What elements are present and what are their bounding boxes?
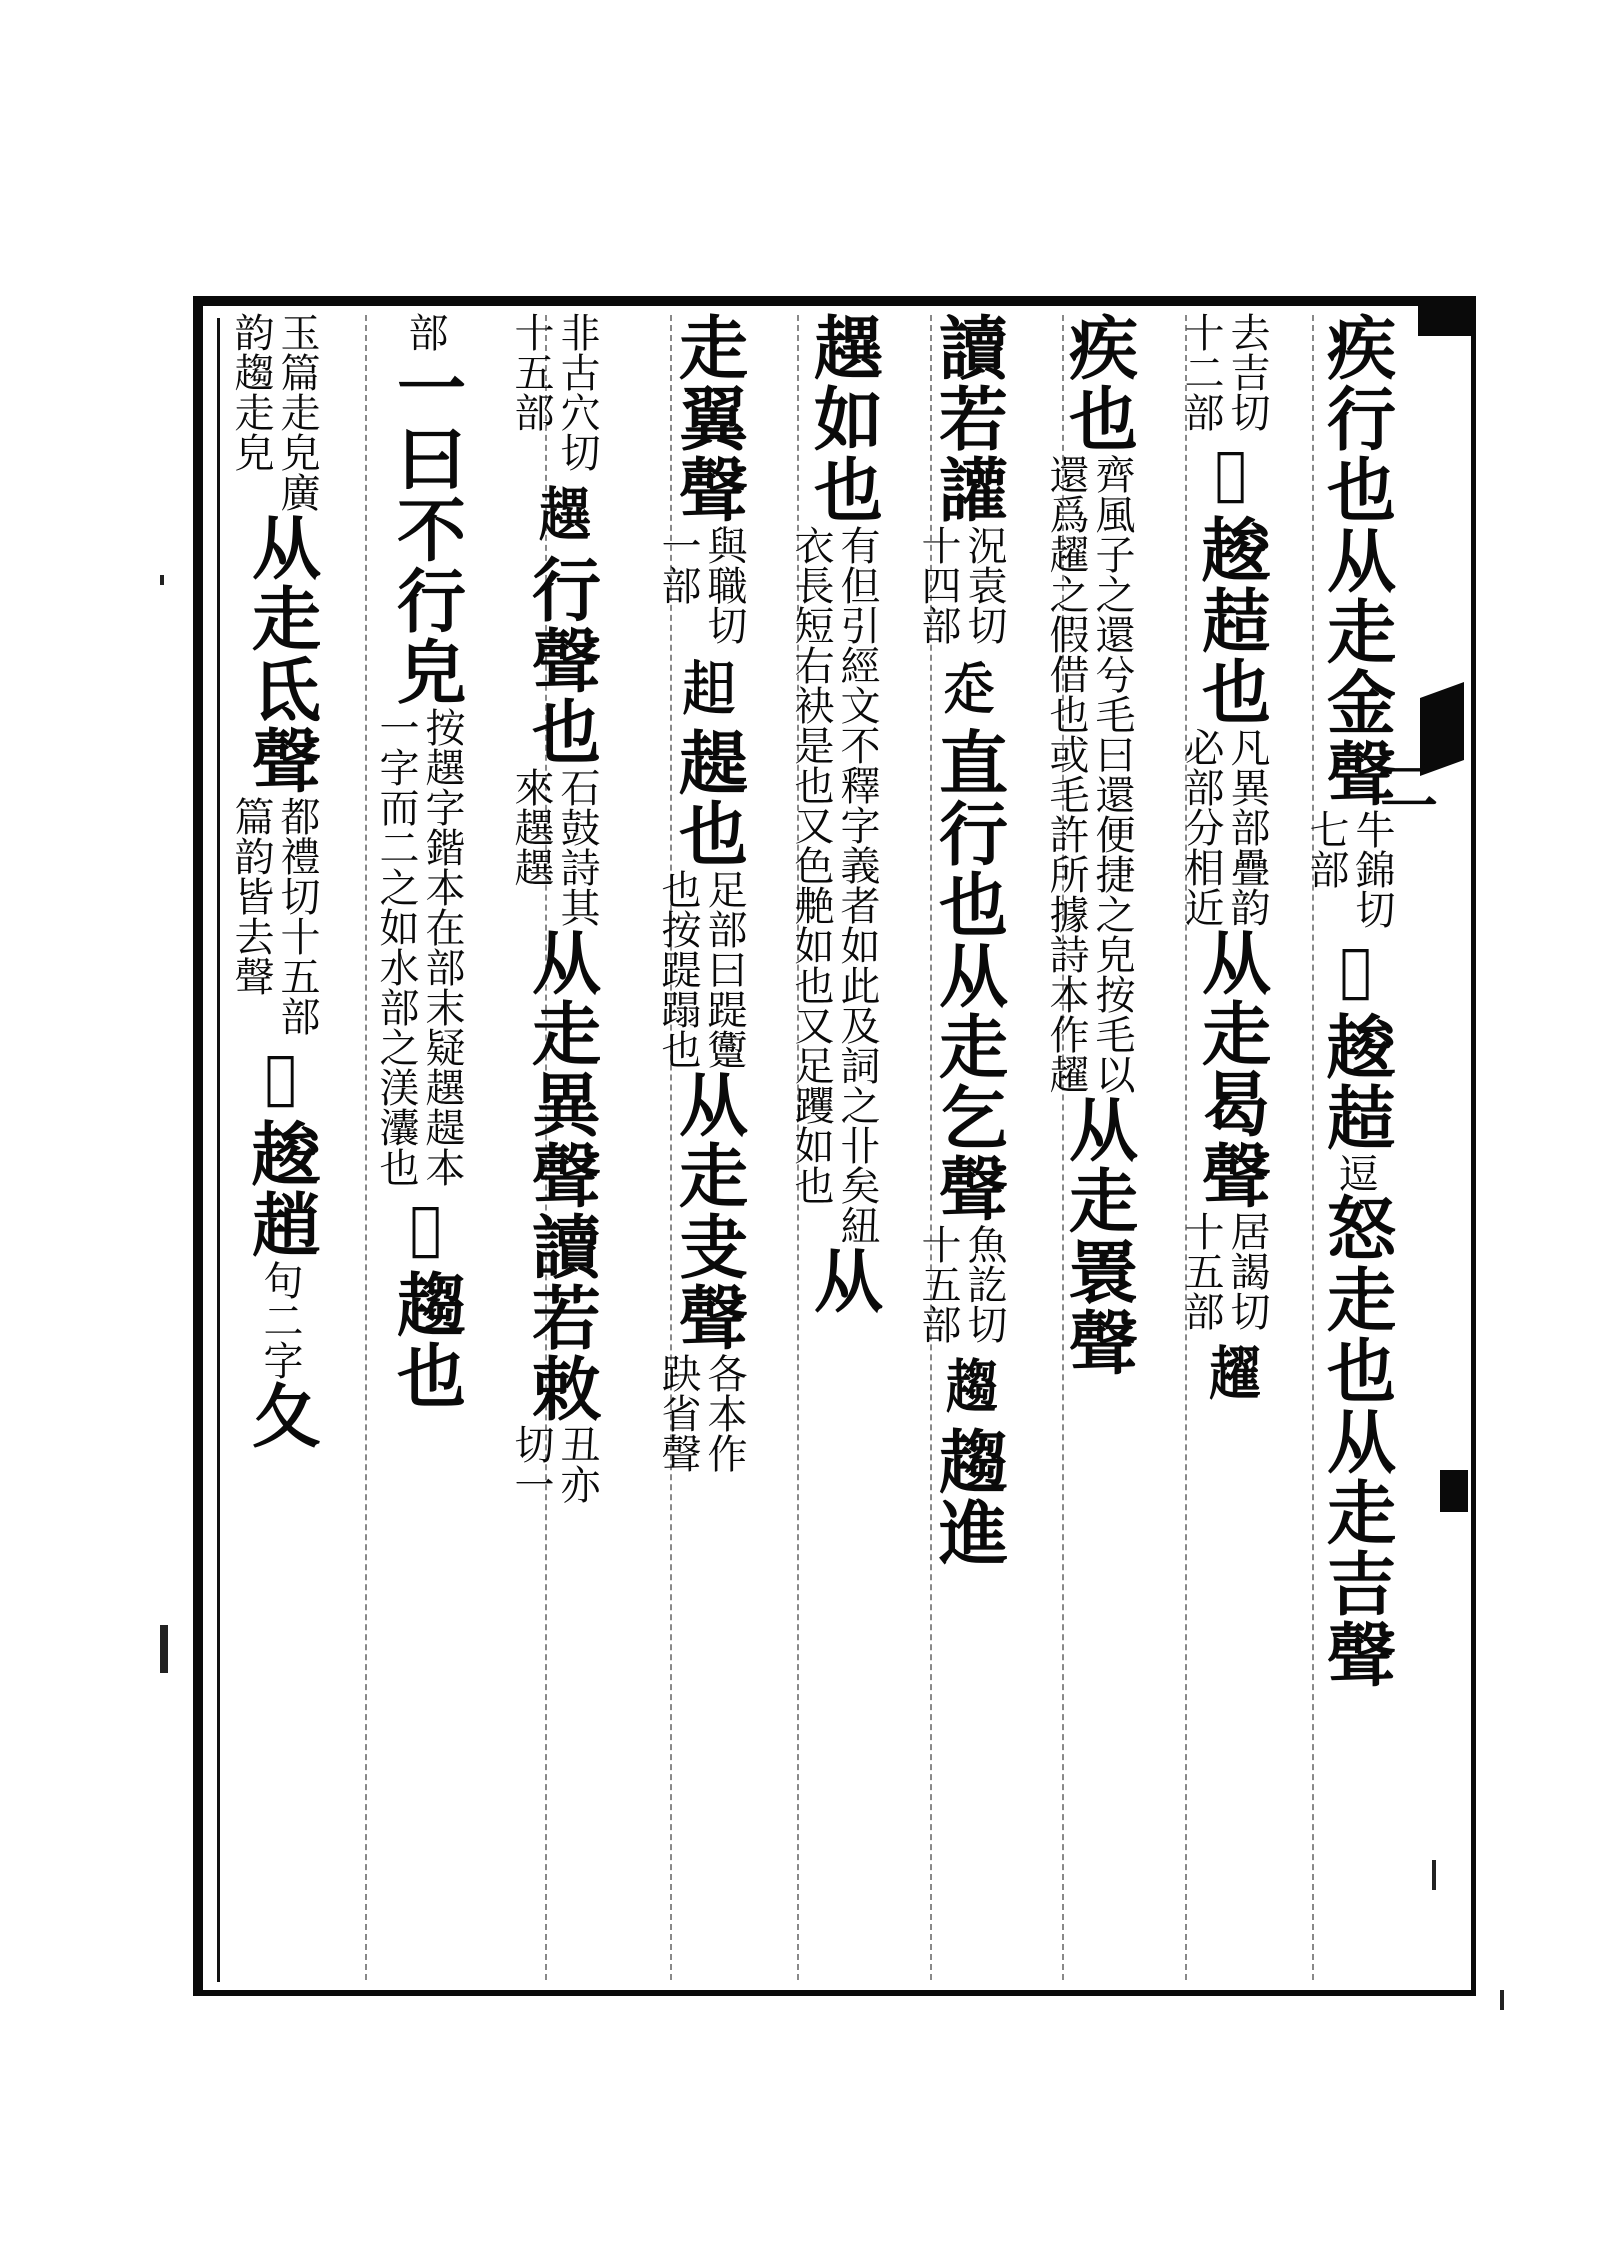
commentary-line: 非古穴切 bbox=[554, 312, 600, 472]
text-column-4 bbox=[912, 312, 1027, 1982]
main-text: 从 bbox=[802, 1245, 883, 1316]
commentary-line: 一部 bbox=[655, 525, 701, 605]
commentary-line: 一字而二之如水部之渼灢也 bbox=[373, 707, 419, 1187]
main-text: 从走曷聲 bbox=[1190, 927, 1271, 1211]
seal-script-glyph: 趨 bbox=[936, 1356, 999, 1414]
main-text: 从走叏聲 bbox=[667, 1069, 748, 1353]
seal-script-glyph: 趩 bbox=[529, 484, 592, 542]
commentary-line: 也按踶蹋也 bbox=[655, 869, 701, 1069]
commentary-line: 齊風子之還兮毛曰還便捷之皃按毛以 bbox=[1089, 454, 1135, 1094]
print-speck bbox=[1500, 1990, 1504, 2010]
commentary-line: 去吉切 bbox=[1224, 312, 1270, 432]
commentary-line: 況袁切 bbox=[961, 525, 1007, 645]
text-column-7 bbox=[505, 312, 620, 1982]
main-text: 䞭趙 bbox=[240, 1118, 321, 1260]
commentary-line: 魚訖切 bbox=[961, 1224, 1007, 1344]
column-text bbox=[785, 312, 883, 1316]
column-text bbox=[225, 312, 321, 1451]
commentary-line: 居謁切 bbox=[1224, 1211, 1270, 1331]
commentary-text bbox=[652, 1353, 747, 1473]
column-text bbox=[1175, 312, 1271, 1413]
column-text bbox=[912, 312, 1008, 1568]
seal-script-glyph: 𧺝 bbox=[676, 657, 739, 715]
commentary-text bbox=[1175, 727, 1270, 927]
commentary-line: 石鼓詩其 bbox=[554, 767, 600, 927]
column-text bbox=[652, 312, 748, 1473]
text-column-6 bbox=[652, 312, 767, 1982]
commentary-text bbox=[1300, 809, 1395, 929]
main-text: 讀若讙 bbox=[927, 312, 1008, 525]
commentary-line: 韵趨走皃 bbox=[228, 312, 274, 472]
commentary-text: 逗 bbox=[1332, 1153, 1378, 1193]
commentary-text bbox=[505, 767, 600, 927]
main-text: 疾也 bbox=[1057, 312, 1138, 454]
main-text: 趩如也 bbox=[802, 312, 883, 525]
main-text: 趨也 bbox=[385, 1269, 466, 1411]
main-text: 从走瞏聲 bbox=[1057, 1094, 1138, 1378]
text-column-8 bbox=[370, 312, 485, 1982]
seal-script-glyph: 𧺬 bbox=[394, 1194, 457, 1262]
gutter-mark bbox=[1418, 296, 1474, 336]
commentary-line: 七部 bbox=[1303, 809, 1349, 889]
main-text: 行聲也 bbox=[520, 554, 601, 767]
column-text bbox=[1040, 312, 1138, 1378]
commentary-text bbox=[912, 525, 1007, 645]
main-text: 夂 bbox=[240, 1380, 321, 1451]
main-text: 从走異聲讀若敕 bbox=[520, 927, 601, 1424]
text-column-3 bbox=[1040, 312, 1155, 1982]
commentary-text: 句 bbox=[257, 1260, 303, 1300]
commentary-line: 丑亦 bbox=[554, 1424, 600, 1504]
commentary-line: 有但引經文不釋字義者如此及詞之卝矣紐 bbox=[834, 525, 880, 1245]
commentary-line: 都禮切十五部 bbox=[274, 796, 320, 1036]
gutter-mark bbox=[1440, 1470, 1468, 1512]
column-text bbox=[1300, 312, 1396, 1690]
main-text: 䞭趌 bbox=[1315, 1011, 1396, 1153]
main-text: 怒走也从走吉聲 bbox=[1315, 1193, 1396, 1690]
text-column-5 bbox=[785, 312, 900, 1982]
commentary-text bbox=[370, 707, 465, 1187]
commentary-text: 二字 bbox=[257, 1300, 303, 1380]
text-column-9 bbox=[225, 312, 340, 1982]
print-speck bbox=[1432, 1860, 1436, 1890]
main-text: 一曰不行皃 bbox=[385, 352, 466, 707]
commentary-text: 部 bbox=[402, 312, 448, 352]
commentary-text bbox=[652, 525, 747, 645]
commentary-line: 十五部 bbox=[1178, 1211, 1224, 1331]
seal-script-glyph: 𧻦 bbox=[1199, 439, 1262, 507]
commentary-line: 切一 bbox=[508, 1424, 554, 1504]
seal-script-glyph: 𧼣 bbox=[249, 1043, 312, 1111]
column-text bbox=[370, 312, 466, 1411]
commentary-text bbox=[1175, 312, 1270, 432]
main-text: 直行也从走乞聲 bbox=[927, 727, 1008, 1224]
main-text: 走翼聲 bbox=[667, 312, 748, 525]
commentary-line: 十二部 bbox=[1178, 312, 1224, 432]
print-speck bbox=[160, 575, 164, 585]
commentary-line: 趹省聲 bbox=[655, 1353, 701, 1473]
commentary-line: 按趩字鍇本在部末疑趩趧本 bbox=[419, 707, 465, 1187]
text-column-2 bbox=[1175, 312, 1290, 1982]
seal-script-glyph: 𧺚 bbox=[1324, 936, 1387, 1004]
commentary-text bbox=[225, 796, 320, 1036]
main-text: 疾行也从走金聲 bbox=[1315, 312, 1396, 809]
main-text: 䞭趌也 bbox=[1190, 514, 1271, 727]
gutter-label: 二 bbox=[1380, 753, 1439, 821]
commentary-line: 凡異部疊韵 bbox=[1224, 727, 1270, 927]
commentary-line: 必部分相近 bbox=[1178, 727, 1224, 927]
commentary-line: 還爲趯之假借也或毛許所據詩本作趯 bbox=[1043, 454, 1089, 1094]
seal-script-glyph: 𧺆 bbox=[936, 657, 999, 715]
commentary-text bbox=[652, 869, 747, 1069]
column-rule bbox=[365, 315, 367, 1980]
commentary-text bbox=[912, 1224, 1007, 1344]
commentary-line: 十五部 bbox=[508, 312, 554, 432]
column-text bbox=[505, 312, 601, 1504]
commentary-line: 玉篇走皃廣 bbox=[274, 312, 320, 512]
commentary-line: 牛錦切 bbox=[1349, 809, 1395, 929]
print-speck bbox=[160, 1625, 168, 1673]
commentary-line: 與職切 bbox=[701, 525, 747, 645]
commentary-line: 足部曰踶躛 bbox=[701, 869, 747, 1069]
commentary-line: 篇韵皆去聲 bbox=[228, 796, 274, 996]
commentary-line: 十五部 bbox=[915, 1224, 961, 1344]
commentary-line: 十四部 bbox=[915, 525, 961, 645]
main-text: 趨進 bbox=[927, 1426, 1008, 1568]
commentary-text bbox=[1175, 1211, 1270, 1331]
text-column-1 bbox=[1300, 312, 1415, 1982]
main-text: 趧也 bbox=[667, 727, 748, 869]
commentary-line: 各本作 bbox=[701, 1353, 747, 1473]
commentary-line: 來趩趩 bbox=[508, 767, 554, 887]
commentary-line: 衣長短右袂是也又色艴如也又足躩如也 bbox=[788, 525, 834, 1205]
commentary-text bbox=[505, 312, 600, 472]
commentary-text bbox=[1040, 454, 1135, 1094]
commentary-text bbox=[505, 1424, 600, 1504]
commentary-text bbox=[225, 312, 320, 512]
seal-script-glyph: 趯 bbox=[1199, 1343, 1262, 1401]
main-text: 从走氐聲 bbox=[240, 512, 321, 796]
commentary-text bbox=[785, 525, 880, 1245]
